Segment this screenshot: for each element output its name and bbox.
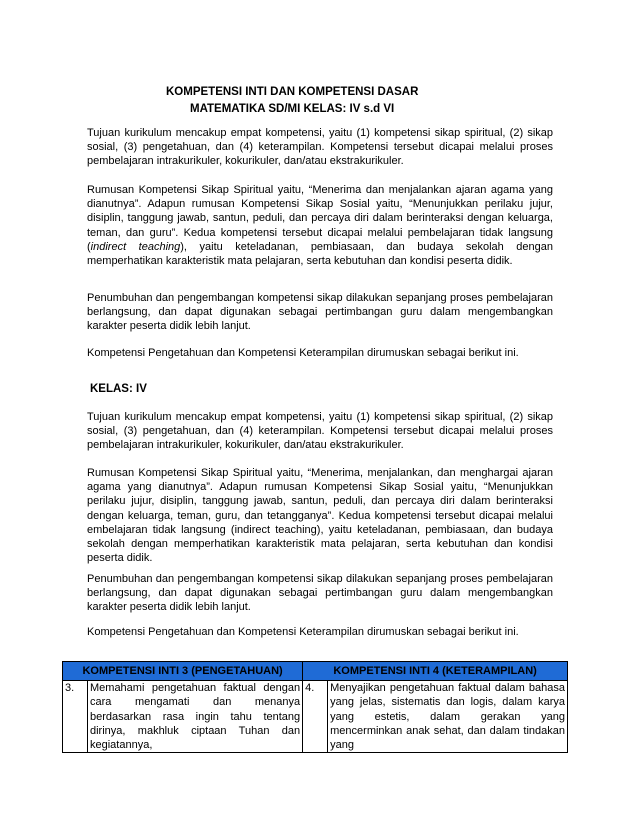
table-row	[63, 681, 568, 753]
intro-paragraph-2	[87, 183, 553, 268]
document-subtitle: MATEMATIKA SD/MI KELAS: IV s.d VI	[190, 103, 395, 115]
document-title: KOMPETENSI INTI DAN KOMPETENSI DASAR	[166, 86, 419, 98]
ki3-number: 3.	[63, 681, 88, 753]
kelas-paragraph-4: Kompetensi Pengetahuan dan Kompetensi Keterampilan dirumuskan sebagai berikut ini.	[87, 626, 519, 638]
kelas-paragraph-2: Rumusan Kompetensi Sikap Spiritual yaitu, “Menerima, menjalankan, dan menghargai ajaran agama yang dianutnya”. Adapun rumusan Kompetensi Sikap Sosial yaitu, “Menunjukkan perilaku jujur, disiplin, tanggung jawab, santun, peduli, dan percaya diri dalam berinteraksi dengan keluarga, teman, guru, dan tetangganya”. Kedua kompetensi tersebut dicapai melalui embelajaran tidak langsung (indirect teaching), yaitu keteladanan, pembiasaan, dan budaya sekolah dengan memperhatikan karakteristik mata pelajaran, serta kebutuhan dan kondisi peserta didik.	[87, 467, 553, 565]
intro-paragraph-1: Tujuan kurikulum mencakup empat kompetensi, yaitu (1) kompetensi sikap spiritual, (2) sikap sosial, (3) pengetahuan, dan (4) keterampilan. Kompetensi tersebut dicapai melalui proses pembelajaran intrakurikuler, kokurikuler, dan/atau ekstrakurikuler.	[87, 127, 553, 168]
ki4-number: 4.	[303, 681, 328, 753]
header-ki3: KOMPETENSI INTI 3 (PENGETAHUAN)	[63, 662, 303, 681]
intro-paragraph-3: Penumbuhan dan pengembangan kompetensi sikap dilakukan sepanjang proses pembelajaran berlangsung, dan dapat digunakan sebagai pertimbangan guru dalam mengembangkan karakter peserta didik lebih lanjut.	[87, 292, 553, 333]
ki4-text: Menyajikan pengetahuan faktual dalam bahasa yang jelas, sistematis dan logis, dalam karya yang estetis, dalam gerakan yang mencerminkan anak sehat, dan dalam tindakan yang	[328, 681, 568, 753]
intro-paragraph-2-part-b: ), yaitu keteladanan, pembiasaan, dan budaya sekolah dengan memperhatikan karakteristik mata pelajaran, serta kebutuhan dan kondisi peserta didik.	[87, 240, 553, 268]
ki3-text: Memahami pengetahuan faktual dengan cara mengamati dan menanya berdasarkan rasa ingin tahu tentang dirinya, makhluk ciptaan Tuhan dan kegiatannya,	[88, 681, 303, 753]
kelas-heading: KELAS: IV	[90, 383, 147, 395]
kelas-paragraph-3: Penumbuhan dan pengembangan kompetensi sikap dilakukan sepanjang proses pembelajaran berlangsung, dan dapat digunakan sebagai pertimbangan guru dalam mengembangkan karakter peserta didik lebih lanjut.	[87, 573, 553, 614]
competency-table	[62, 661, 568, 753]
intro-paragraph-2-part-a: Rumusan Kompetensi Sikap Spiritual yaitu, “Menerima dan menjalankan ajaran agama yang dianutnya”. Adapun rumusan Kompetensi Sikap Sosial yaitu, “Menunjukkan perilaku jujur, disiplin, tanggung jawab, santun, peduli, dan percaya diri dalam berinteraksi dengan keluarga, teman, dan guru”. Kedua kompetensi tersebut dicapai melalui pembelajaran tidak langsung (	[87, 184, 553, 253]
table-header-row	[63, 662, 568, 681]
kelas-paragraph-1: Tujuan kurikulum mencakup empat kompetensi, yaitu (1) kompetensi sikap spiritual, (2) sikap sosial, (3) pengetahuan, dan (4) keterampilan. Kompetensi tersebut dicapai melalui proses pembelajaran intrakurikuler, kokurikuler, dan/atau ekstrakurikuler.	[87, 411, 553, 452]
intro-paragraph-4: Kompetensi Pengetahuan dan Kompetensi Keterampilan dirumuskan sebagai berikut ini.	[87, 347, 519, 359]
intro-paragraph-2-italic: indirect teaching	[90, 240, 181, 253]
header-ki4: KOMPETENSI INTI 4 (KETERAMPILAN)	[303, 662, 568, 681]
